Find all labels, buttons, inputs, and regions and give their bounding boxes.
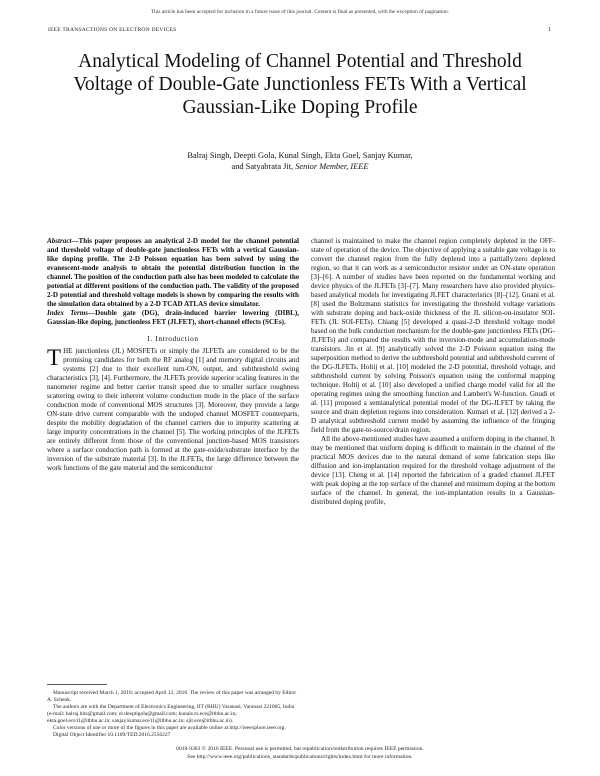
paper-title: Analytical Modeling of Channel Potential and Threshold Voltage of Double-Gate Junctionless FETs With a Vertical Gaussian-Like Doping Profile [73,51,527,118]
abstract-text: This paper proposes an analytical 2-D model for the channel potential and threshold voltage of double-gate junctionless FETs with a vertical Gaussian-like doping profile. The 2-D Poisson equation has been solved by using the evanescent-mode analysis to obtain the potential distribution function in the channel. The position of the conduction path also has been modeled to calculate the potential at different positions of the conduction path. The validity of the proposed 2-D potential and threshold voltage models is shown by comparing the results with the simulation data obtained by a 2-D TCAD ATLAS device simulator. [47,237,299,308]
right-column [311,237,555,507]
intro-text: HE junctionless (JL) MOSFETs or simply the JLFETs are considered to be the promising candidates for both the RF analog [1] and memory digital circuits and systems [2] due to their excellent turn-ON, output, and subthreshold swing characteristics [3], [4]. Furthermore, the JLFETs provide superior scaling features in the nanometer regime and better carrier transit speed due to smaller surface roughness scattering owing to their inherent volume conduction mode in the place of the surface conduction mode of conventional MOS structures [3]. Moreover, they provide a large ON-state drive current comparable with the undoped channel MOSFET counterparts, despite the mobility degradation of the channel carriers due to impurity scattering at large impurity concentrations in the channel [5]. The working principles of the JLFETs are entirely different from those of the conventional junction-based MOS transistors where a surface conduction path is formed at the gate-oxide/substrate interface by the inversion of the substrate material [3]. In the JLFETs, the large difference between the work functions of the gate material and the semiconductor [47,347,299,472]
abstract: Abstract—This paper proposes an analytical 2-D model for the channel potential and threshold voltage of double-gate junctionless FETs with a vertical Gaussian-like doping profile. The 2-D Poisson equation has been solved by using the evanescent-mode analysis to obtain the potential distribution function in the channel. The position of the conduction path also has been modeled to calculate the potential at different positions of the conduction path. The validity of the proposed 2-D potential and threshold voltage models is shown by comparing the results with the simulation data obtained by a 2-D TCAD ATLAS device simulator. [47,237,299,308]
abstract-lead: Abstract [47,237,72,245]
author-list [110,150,490,172]
accepted-notice: This article has been accepted for inclusion in a future issue of this journal. Content is final as presented, with the exception of pagination. [150,9,450,15]
section-heading: I. Introduction [147,334,199,343]
index-terms: Index Terms—Double gate (DG), drain-induced barrier lowering (DIBL), Gaussian-like doping, junctionless FET (JLFET), short-channel effects (SCEs). [47,309,299,326]
right-paragraph-2: All the above-mentioned studies have assumed a uniform doping in the channel. It may be mentioned that uniform doping is difficult to maintain in the channel of the practical MOS devices due to the natural demand of some fabrication steps like diffusion and ion-implantation required for the threshold voltage adjustment of the device [13]. Cheng et al. [14] reported the fabrication of a graded channel JLFET with peak doping at the top surface of the channel and minimum doping at the bottom surface of the channel. In general, the ion-implantation results in a Gaussian-distributed doping profile, [311,435,555,506]
copyright-line-1: 0018-9383 © 2016 IEEE. Personal use is permitted, but republication/redistribution requires IEEE permission. [176,746,424,752]
drop-cap: T [47,345,62,370]
authors-line-2 [110,161,490,172]
index-terms-lead: Index Terms [47,309,89,317]
right-paragraph-1: channel is maintained to make the channel region completely depleted in the OFF-state of operation of the device. The objective of applying a suitable gate voltage is to convert the channel region from the fully depleted into a partially/zero depleted region, so that it can work as a semiconductor resistor under an ON-state operation [3]–[6]. A number of studies have been reported on the fundamental working and device physics of the JLFETs [3]–[7]. Many researchers have also provided physics-based analytical models for investigating JLFET characteristics [8]–[12]. Gnani et al. [8] used the Boltzmann statistics for investigating the threshold voltage variations with substrate doping and back-oxide thickness of the JL silicon-on-insulator SOI-FETs (JL SOI-FETs). Chiang [5] developed a quasi-2-D threshold voltage model based on the bulk conduction mechanism for the double-gate junctionless FETs (DG-JLFETs) and compared the results with the inversion-mode and accumulation-mode transistors. Jin et al. [9] analytically solved the 2-D Poisson equation using the superposition method to derive the subthreshold potential and subthreshold current of the DG-JLFETs. Holtij et al. [10] modeled the 2-D potential, threshold voltage, and subthreshold current by solving Poisson's equation using the conformal mapping technique. Holtij et al. [10] also developed a unified charge model valid for all the operating regimes using the smoothing function and Lambert's W-function. Gnudi et al. [11] proposed a semianalytical potential model of the DG-JLFET by taking the source and drain depletion regions into consideration. Kumari et al. [12] derived a 2-D analytical subthreshold current model by assuming the influence of the fringing field from the gate-to-source/drain region. [311,237,555,434]
running-head: IEEE TRANSACTIONS ON ELECTRON DEVICES [48,27,177,33]
footnotes [47,690,299,740]
left-column [47,237,299,473]
page-number: 1 [548,27,551,33]
footnote-color: Color versions of one or more of the figures in this paper are available online at http://ieeexplore.ieee.org. [53,724,286,731]
author-membership: Senior Member, IEEE [295,162,369,171]
footnote-manuscript: Manuscript received March 1, 2016; accepted April 12, 2016. The review of this paper was arranged by Editor A. Schenk. [47,690,297,703]
intro-paragraph [47,347,299,473]
authors-line-1: Balraj Singh, Deepti Gola, Kunal Singh, Ekta Goel, Sanjay Kumar, [187,151,413,160]
copyright-notice [0,746,600,761]
footnote-doi: Digital Object Identifier 10.1109/TED.2016.2556227 [53,732,171,739]
index-terms-text: Double gate (DG), drain-induced barrier lowering (DIBL), Gaussian-like doping, junctionless FET (JLFET), short-channel effects (SCEs). [47,309,299,326]
footnote-affiliation: The authors are with the Department of Electronics Engineering, IIT (BHU) Varanasi, Varanasi 221005, India (e-mail: balraj.bits@gmail.com; er.deeptigola@gmail.com; kunals.rs.ece@itbhu.ac.in; ekta.goel.ece11@itbhu.ac.in; sanjay.kumar.ece11@itbhu.ac.in; sjit.ece@itbhu.ac.in). [47,704,295,724]
copyright-line-2: See http://www.ieee.org/publications_standards/publications/rights/index.html for more information. [187,753,413,760]
authors-names-2: and Satyabrata Jit, [231,162,294,171]
footnote-rule [47,684,107,685]
